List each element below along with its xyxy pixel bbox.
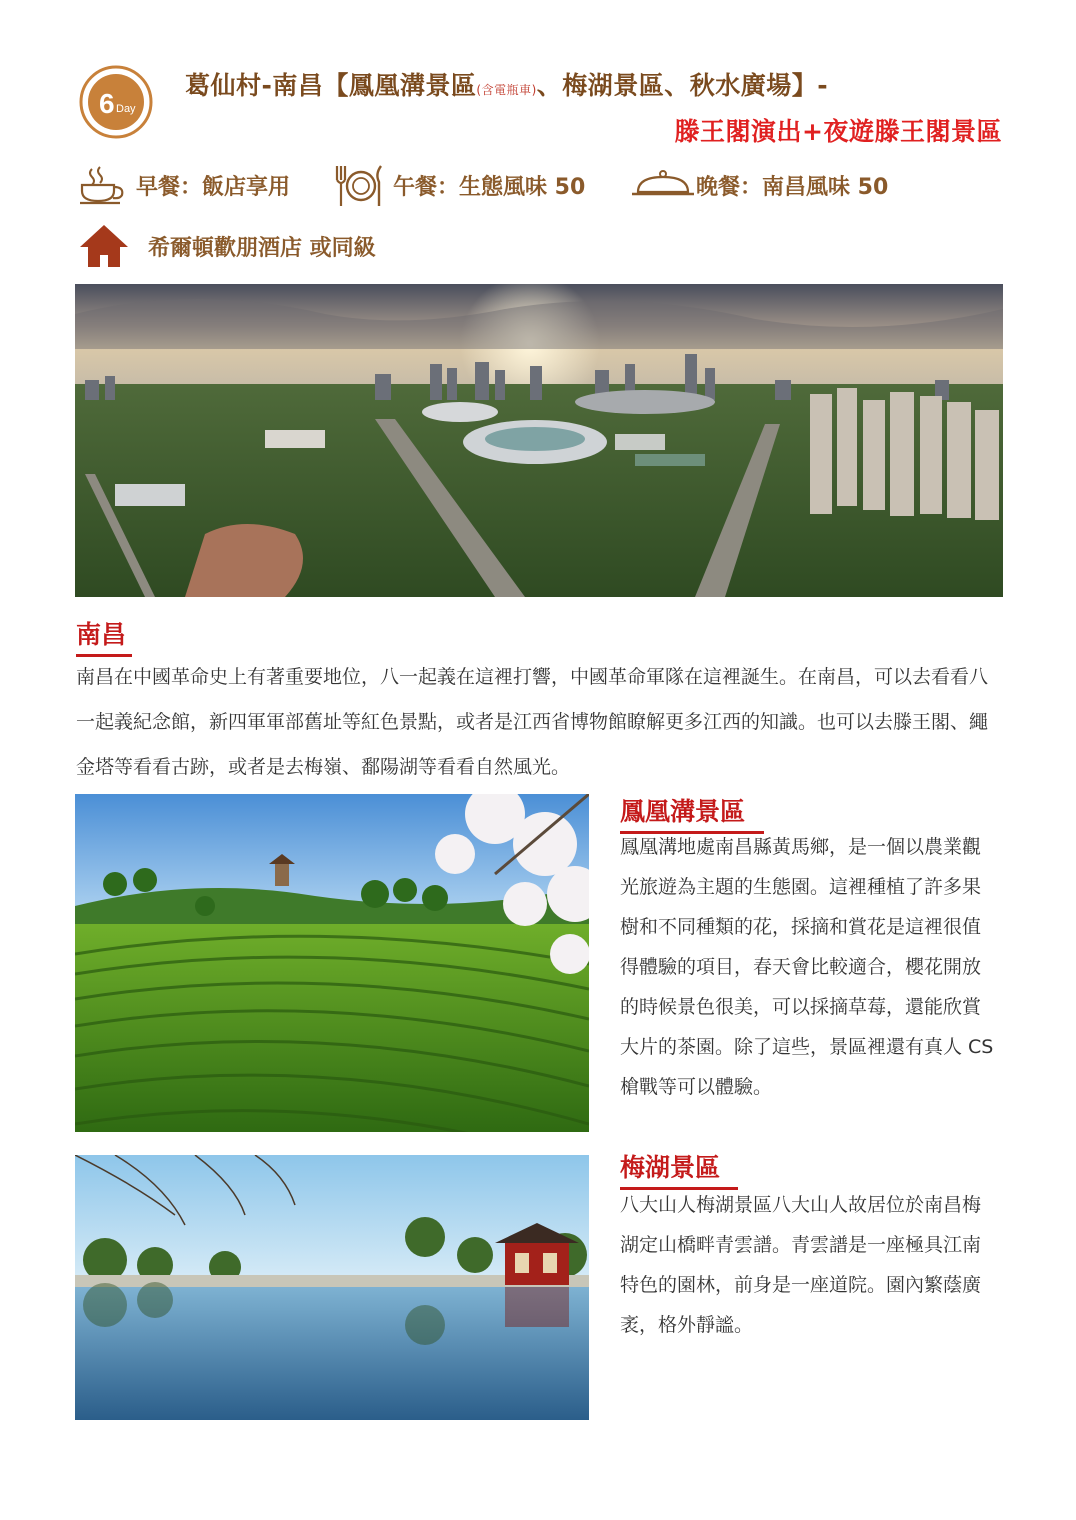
lunch-item [333, 160, 585, 210]
meals-row [78, 160, 998, 210]
nanchang-paragraph: 南昌在中國革命史上有著重要地位，八一起義在這裡打響，中國革命軍隊在這裡誕生。在南昌，可以去看看八一起義紀念館，新四軍軍部舊址等紅色景點，或者是江西省博物館瞭解更多江西的知識。也可以去滕王閣、繩金塔等看看古跡，或者是去梅嶺、鄱陽湖等看看自然風光。 [76, 666, 989, 778]
meihu-paragraph: 八大山人梅湖景區八大山人故居位於南昌梅湖定山橋畔青雲譜。青雲譜是一座極具江南特色的園林，前身是一座道院。園內繁蔭廣袤，格外靜謐。 [620, 1194, 982, 1336]
breakfast-text: 早餐：飯店享用 [136, 174, 291, 200]
hotel-name: 希爾頓歡朋酒店 或同級 [148, 235, 376, 261]
title-note: (含電瓶車) [476, 83, 537, 97]
phoenix-paragraph: 鳳凰溝地處南昌縣黃馬鄉，是一個以農業觀光旅遊為主題的生態園。這裡種植了許多果樹和不同種類的花，採摘和賞花是這裡很值得體驗的項目，春天會比較適合，櫻花開放的時候景色很美，可以採摘草莓，還能欣賞大片的茶園。除了這些，景區裡還有真人 CS 槍戰等可以體驗。 [620, 836, 994, 1098]
dinner-text: 晚餐：南昌風味 50 [696, 174, 889, 200]
title-main: 葛仙村-南昌【鳳凰溝景區 [185, 71, 477, 100]
dinner-item [630, 160, 888, 210]
day-badge [78, 64, 154, 140]
section-title-meihu [620, 1148, 720, 1184]
nanchang-panorama-photo [75, 284, 1003, 597]
meihu-title-text: 梅湖景區 [620, 1153, 721, 1182]
day-label: Day [116, 103, 136, 115]
meihu-lake-photo [75, 1155, 589, 1420]
phoenix-title-text: 鳳凰溝景區 [620, 797, 746, 826]
coffee-cup-icon [78, 165, 130, 205]
phoenix-valley-photo [75, 794, 589, 1132]
day-number: 6 [99, 88, 115, 119]
nanchang-title-text: 南昌 [76, 620, 127, 649]
hotel-row [78, 222, 376, 270]
page-title [185, 66, 828, 102]
page-subtitle: 滕王閣演出+夜遊滕王閣景區 [674, 117, 1002, 146]
breakfast-item [78, 160, 290, 210]
title-rest: 、梅湖景區、秋水廣場】- [536, 71, 829, 100]
section-title-nanchang [76, 615, 126, 651]
plate-cutlery-icon [333, 162, 387, 208]
section-title-phoenix [620, 792, 745, 828]
home-icon [78, 223, 130, 269]
cloche-icon [630, 168, 696, 202]
lunch-text: 午餐：生態風味 50 [393, 174, 586, 200]
